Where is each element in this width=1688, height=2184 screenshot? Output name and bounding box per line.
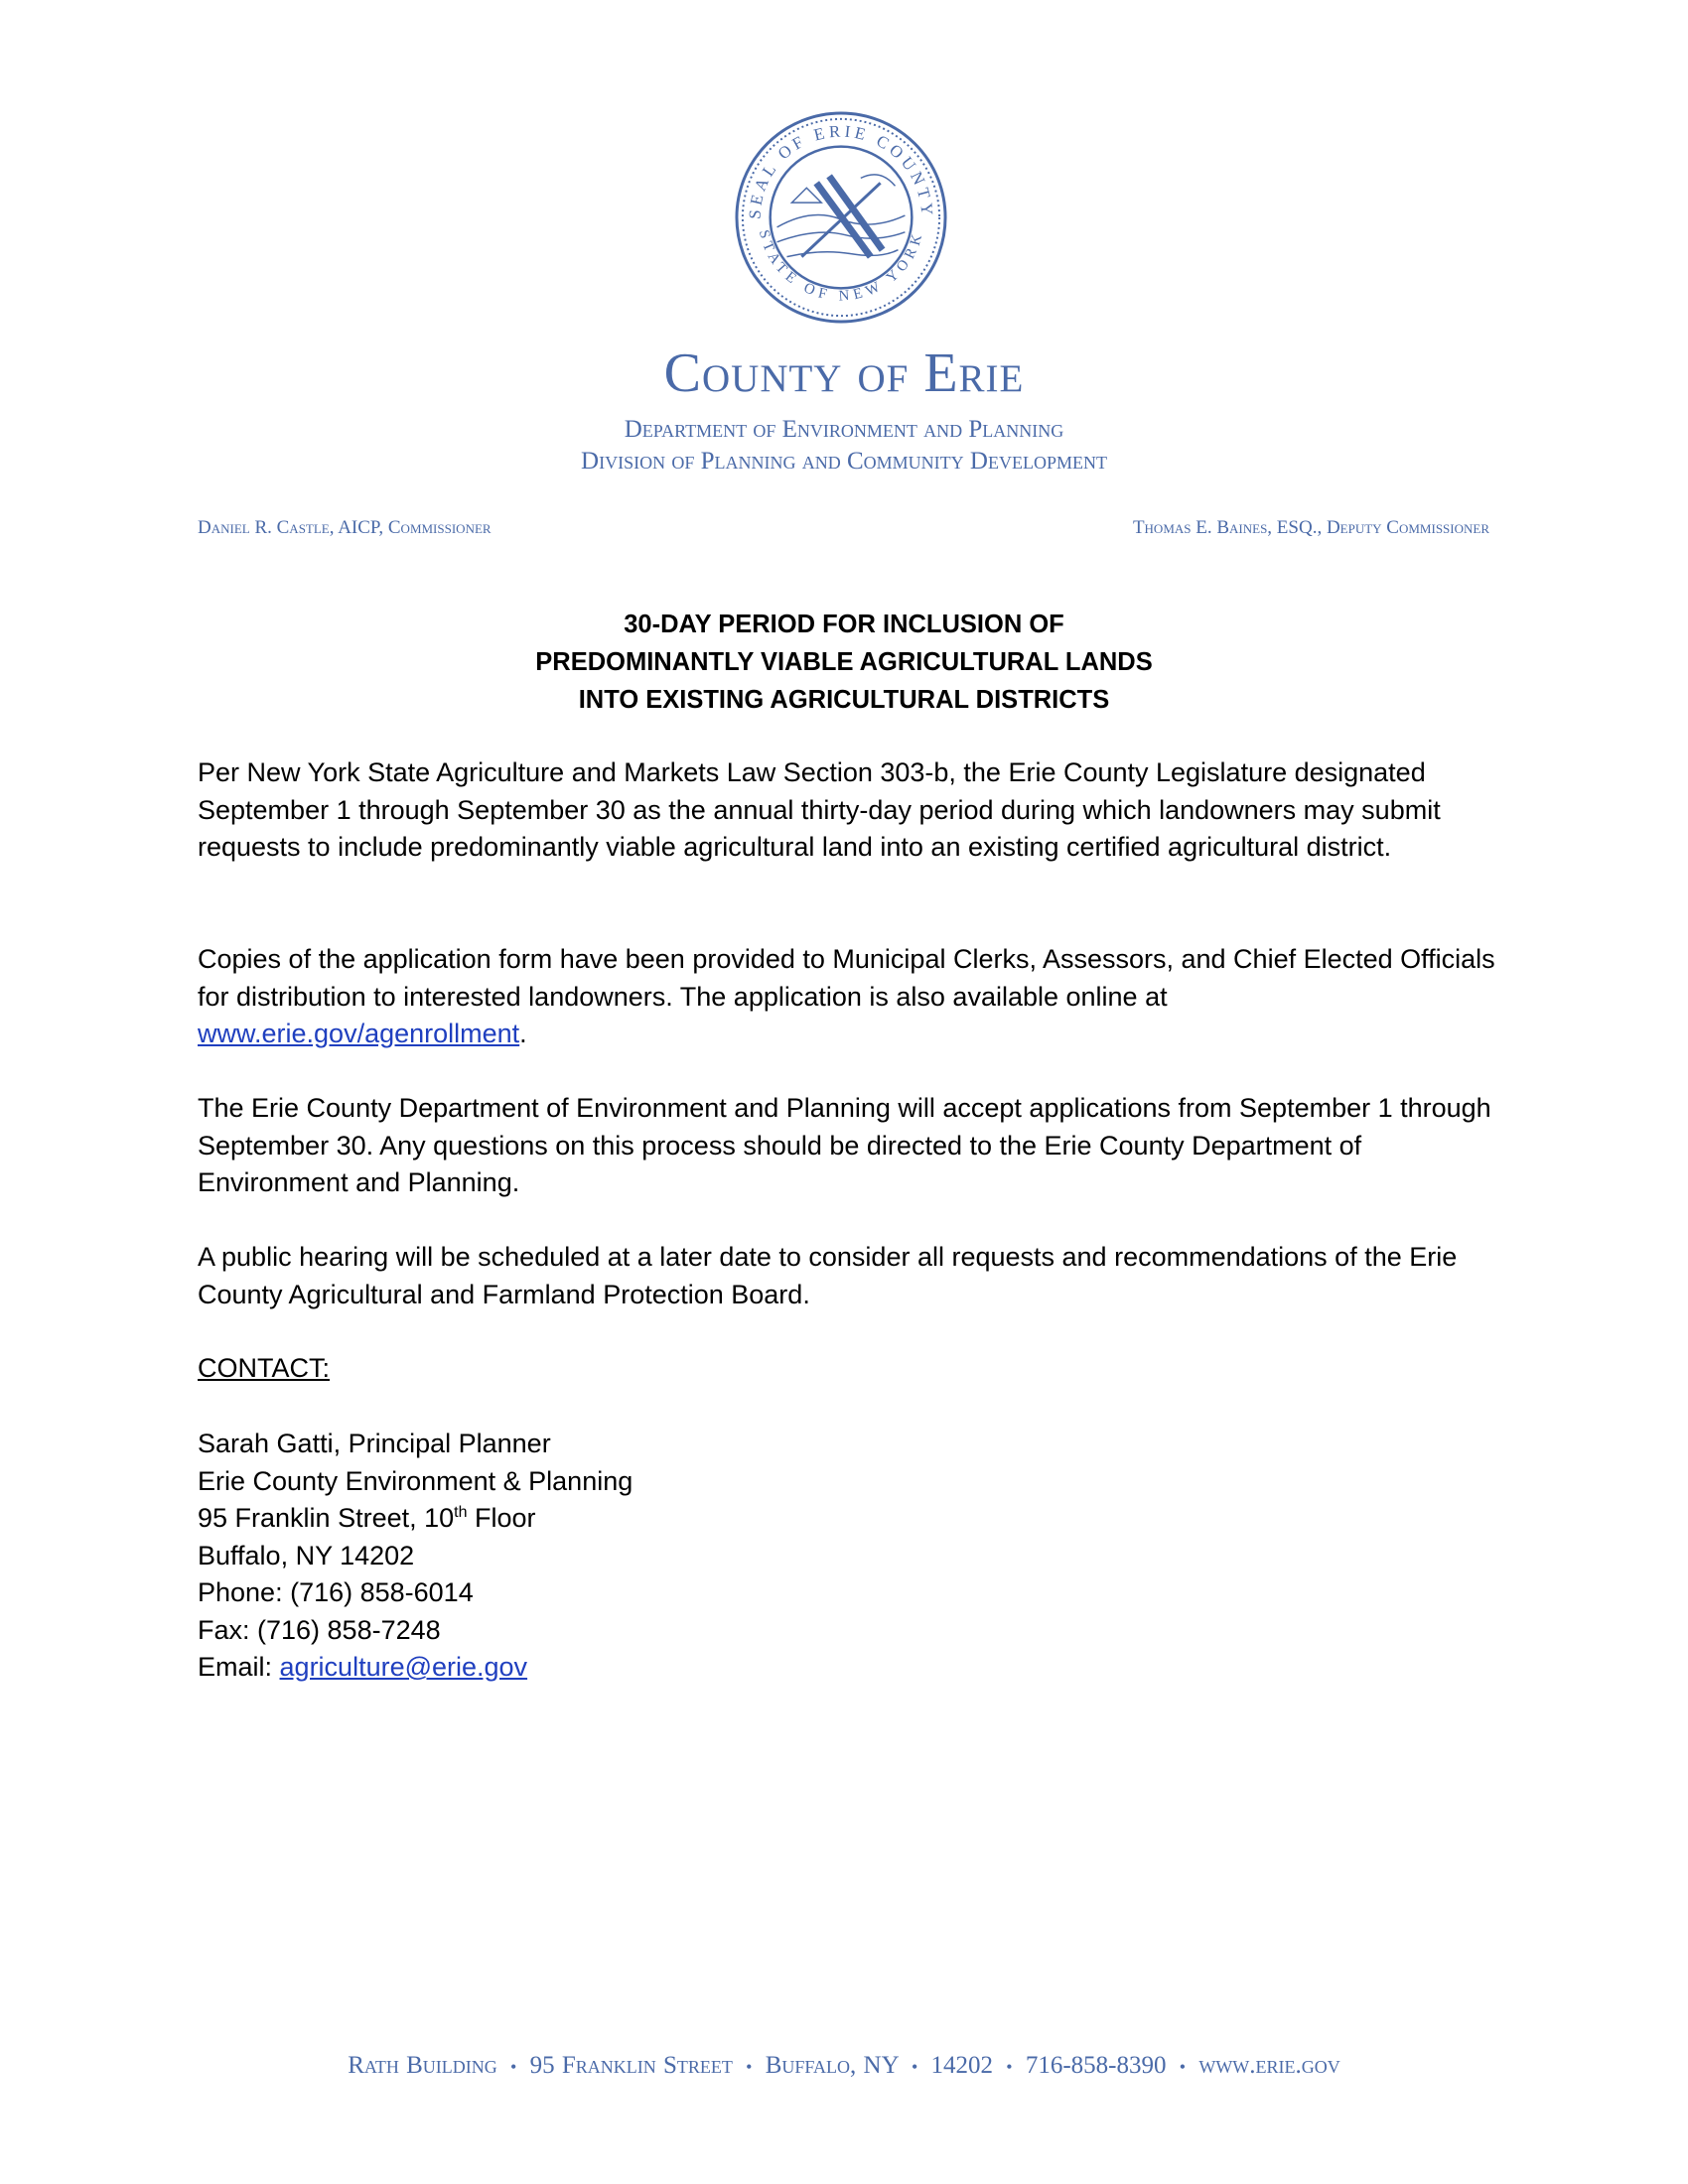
street-ordinal: th xyxy=(454,1504,468,1521)
deputy-commissioner-name: Thomas E. Baines, ESQ., Deputy Commissioner xyxy=(1132,517,1489,538)
footer-separator: • xyxy=(911,2057,918,2077)
contact-phone: Phone: (716) 858-6014 xyxy=(198,1577,474,1607)
paragraph-end: . xyxy=(519,1019,527,1048)
email-label: Email: xyxy=(198,1652,280,1682)
contact-name: Sarah Gatti, Principal Planner xyxy=(198,1429,551,1458)
footer-zip: 14202 xyxy=(930,2052,994,2079)
footer-city: Buffalo, NY xyxy=(765,2052,899,2079)
division-name: Division of Planning and Community Development xyxy=(581,448,1107,475)
county-seal-logo xyxy=(733,109,949,326)
contact-heading: CONTACT: xyxy=(198,1353,330,1383)
headline-line: PREDOMINANTLY VIABLE AGRICULTURAL LANDS xyxy=(535,648,1153,676)
svg-text:STATE OF NEW YORK: STATE OF NEW YORK xyxy=(755,227,927,305)
contact-block xyxy=(198,1426,633,1687)
footer-phone: 716-858-8390 xyxy=(1025,2052,1167,2079)
contact-email-row xyxy=(198,1649,633,1687)
contact-city: Buffalo, NY 14202 xyxy=(198,1540,415,1570)
street-text: 95 Franklin Street, 10 xyxy=(198,1503,455,1533)
footer-web[interactable]: www.erie.gov xyxy=(1198,2052,1340,2079)
footer-separator: • xyxy=(1006,2057,1013,2077)
contact-office: Erie County Environment & Planning xyxy=(198,1465,633,1496)
commissioner-name: Daniel R. Castle, AICP, Commissioner xyxy=(198,517,492,538)
footer-street: 95 Franklin Street xyxy=(529,2052,733,2079)
paragraph-law-designation: Per New York State Agriculture and Markets Law Section 303-b, the Erie County Legislature designated September 1 through September 30 as the annual thirty-day period during which landowners may submit requests to include predominantly viable agricultural land into an existing certified agricultural district. xyxy=(198,757,1441,862)
headline-line: 30-DAY PERIOD FOR INCLUSION OF xyxy=(624,611,1064,638)
department-name: Department of Environment and Planning xyxy=(624,416,1064,443)
paragraph-public-hearing: A public hearing will be scheduled at a later date to consider all requests and recommendations of the Erie County Agricultural and Farmland Protection Board. xyxy=(198,1242,1458,1309)
svg-text:SEAL OF ERIE COUNTY: SEAL OF ERIE COUNTY xyxy=(745,121,937,220)
footer-separator: • xyxy=(746,2057,753,2077)
headline-line: INTO EXISTING AGRICULTURAL DISTRICTS xyxy=(578,686,1110,714)
footer-separator: • xyxy=(510,2057,517,2077)
paragraph-accept-applications: The Erie County Department of Environment and Planning will accept applications from September 1 through September 30. Any questions on this process should be directed to the Erie County Department of Environment and Planning. xyxy=(198,1093,1491,1197)
street-floor: Floor xyxy=(467,1503,536,1533)
footer-building: Rath Building xyxy=(348,2052,497,2079)
organization-title: County of Erie xyxy=(663,342,1025,404)
letterhead-footer xyxy=(0,2053,1688,2078)
enrollment-link[interactable]: www.erie.gov/agenrollment xyxy=(198,1019,520,1048)
notice-headline xyxy=(0,606,1688,719)
paragraph-application-copies xyxy=(198,941,1498,1053)
contact-fax: Fax: (716) 858-7248 xyxy=(198,1614,441,1645)
contact-street xyxy=(198,1500,633,1538)
paragraph-text: Copies of the application form have been provided to Municipal Clerks, Assessors, and Chief Elected Officials for distribution to interested landowners. The application is also available online at xyxy=(198,944,1495,1012)
footer-separator: • xyxy=(1179,2057,1187,2077)
email-link[interactable]: agriculture@erie.gov xyxy=(279,1652,528,1682)
